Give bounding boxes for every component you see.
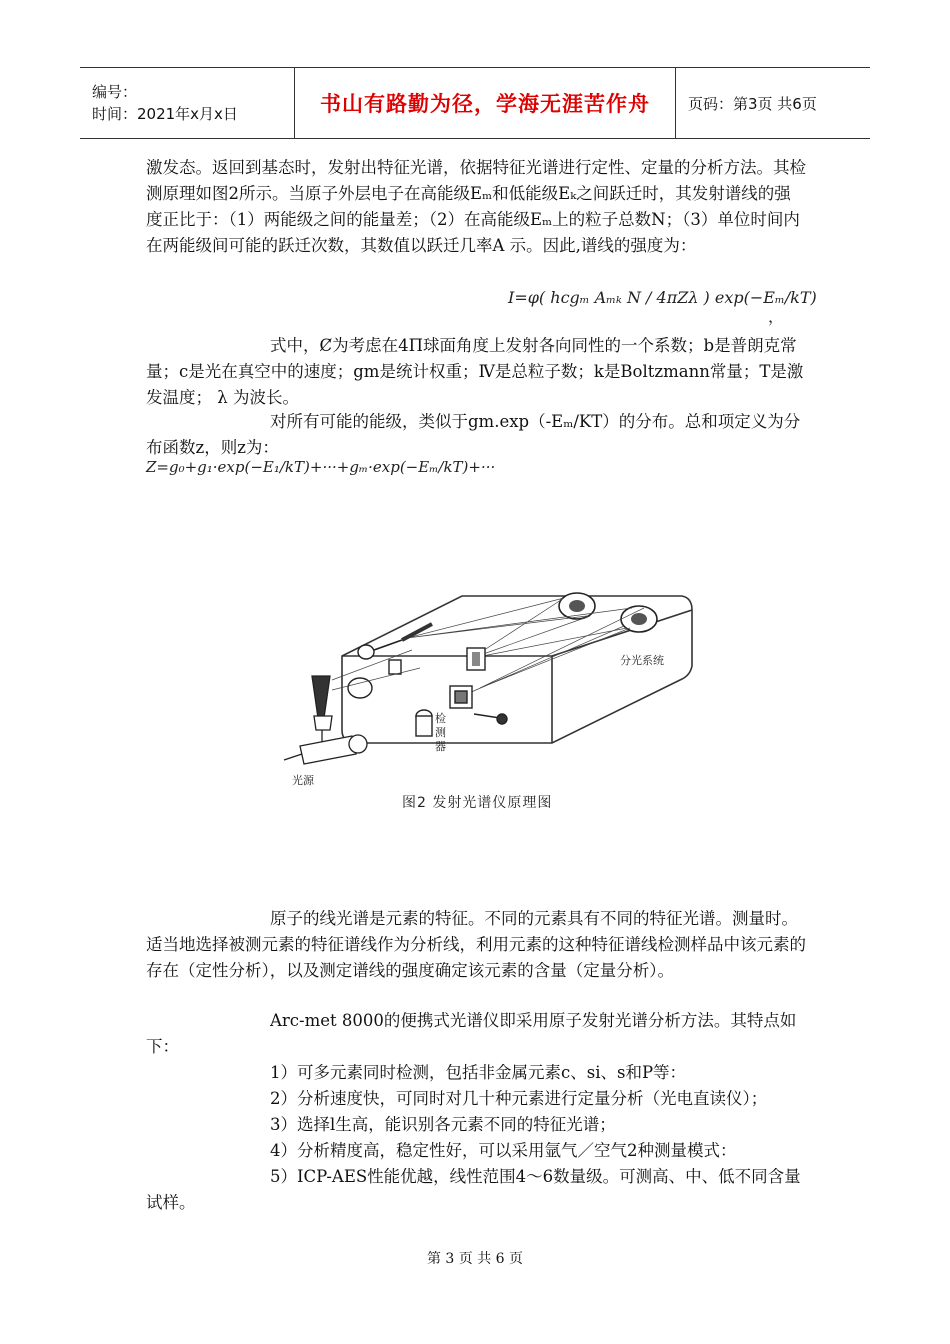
detector-tube	[416, 716, 432, 736]
source-electrode	[312, 676, 330, 718]
intensity-formula-text: I=φ( hcgₘ Aₘₖ N / 4πZλ ) exp(−Eₘ/kT)	[508, 288, 817, 307]
partition-formula-text: Z=g₀+g₁·exp(−E₁/kT)+···+gₘ·exp(−Eₘ/kT)+···	[146, 458, 496, 476]
detector-window	[455, 691, 467, 703]
formula-comma	[768, 304, 784, 327]
paragraph-5: Arc-met 8000的便携式光谱仪即采用原子发射光谱分析方法。其特点如下：	[146, 1011, 797, 1056]
paragraph-2: 式中，Ȼ为考虑在4Π球面角度上发射各向同性的一个系数；b是普朗克常量；c是光在真空中的速度；gm是统计权重；Ⅳ是总粒子数；k是Boltzmann常量；T是激发温度； λ 为波长。	[146, 336, 804, 407]
page-footer	[0, 1248, 950, 1268]
footer-page-number: 第 3 页 共 6 页	[426, 1251, 524, 1267]
feature-item: 5）ICP-AES性能优越，线性范围4～6数量级。可测高、中、低不同含量试样。	[146, 1167, 801, 1212]
header-meta	[80, 68, 295, 138]
light-rays	[407, 598, 644, 696]
paragraph-4: 原子的线光谱是元素的特征。不同的元素具有不同的特征光谱。测量时。适当地选择被测元素的特征谱线作为分析线，利用元素的这种特征谱线检测样品中该元素的存在（定性分析），以及测定谱线的强度确定该元素的含量（定量分析）。	[146, 909, 806, 980]
source-holder	[314, 716, 332, 730]
entrance-slit	[389, 660, 401, 674]
figure-caption: 图2 发射光谱仪原理图	[402, 795, 553, 811]
source-knob	[349, 735, 367, 753]
paragraph-4-block	[146, 906, 806, 984]
slit-knob	[358, 645, 374, 659]
header-page-code	[676, 68, 870, 138]
label-spectro: 分光系统	[620, 654, 664, 667]
paragraph-3: 对所有可能的能级，类似于gm.exp（-Eₘ/KT）的分布。总和项定义为分布函数z，则z为：	[146, 412, 801, 457]
formula-comma-text: ，	[768, 307, 785, 326]
header-motto	[295, 68, 676, 138]
source-cable	[284, 754, 302, 760]
camera-mirror-center	[631, 613, 647, 625]
paragraph-3-block	[146, 409, 806, 461]
slit-rod	[402, 624, 432, 640]
feature-item: 2）分析速度快，可同时对几十种元素进行定量分析（光电直读仪）；	[270, 1089, 768, 1108]
label-detector-2: 测	[435, 726, 446, 739]
paragraph-1-block	[146, 155, 806, 259]
source-base	[300, 736, 356, 764]
motto-text: 书山有路勤为径，学海无涯苦作舟	[320, 92, 650, 116]
detector-lead	[474, 714, 500, 718]
label-source: 光源	[292, 774, 314, 787]
spectrometer-diagram	[252, 568, 712, 818]
feature-list	[146, 1060, 806, 1216]
slit-arm	[374, 640, 402, 650]
feature-item: 4）分析精度高，稳定性好，可以采用氩气／空气2种测量模式：	[270, 1141, 737, 1160]
collimator-mirror-center	[569, 600, 585, 612]
label-detector-1: 检	[435, 712, 446, 725]
header-number: 编号：	[92, 83, 138, 101]
detector-terminal	[497, 714, 507, 724]
label-detector-3: 器	[435, 740, 446, 753]
paragraph-5-block	[146, 1008, 806, 1060]
grating-face	[472, 652, 480, 666]
paragraph-2-block	[146, 333, 806, 411]
paragraph-1: 激发态。返回到基态时，发射出特征光谱，依据特征光谱进行定性、定量的分析方法。其检测原理如图2所示。当原子外层电子在高能级Eₘ和低能级Eₖ之间跃迁时，其发射谱线的强度正比于：（1）两能级之间的能量差；（2）在高能级Eₘ上的粒子总数N；（3）单位时间内在两能级间可能的跃迁次数，其数值以跃迁几率A 示。因此,谱线的强度为：	[146, 158, 806, 255]
page-header	[80, 67, 870, 139]
feature-item: 3）选择l生高，能识别各元素不同的特征光谱；	[270, 1115, 616, 1134]
page-code-text: 页码：第3页 共6页	[688, 94, 817, 113]
header-time: 时间：2021年x月x日	[92, 105, 238, 123]
partition-formula	[146, 458, 495, 476]
feature-item: 1）可多元素同时检测，包括非金属元素c、si、s和P等：	[270, 1063, 687, 1082]
